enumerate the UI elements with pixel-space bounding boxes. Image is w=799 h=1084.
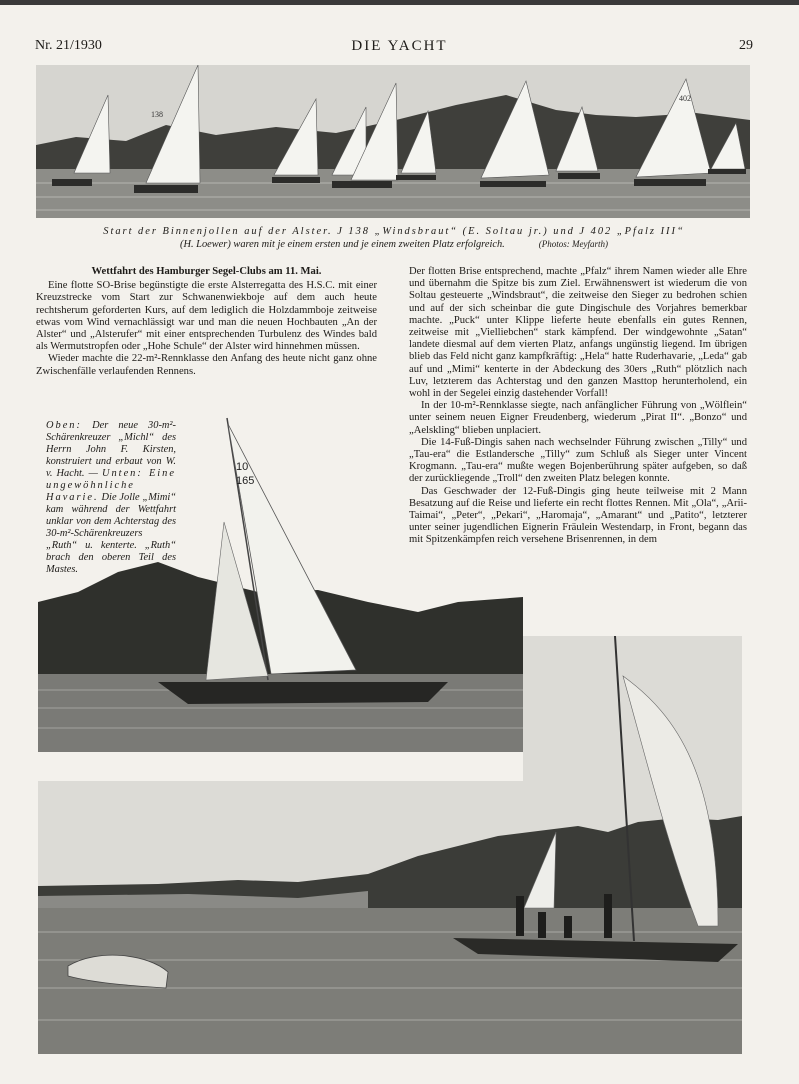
havarie-photo (38, 636, 742, 1054)
unten-label: Unten: Eine ungewöhnliche Havarie. (46, 468, 176, 503)
regatta-start-photo (36, 65, 750, 218)
paragraph: Die 14-Fuß-Dingis sahen nach wechselnder Führung zwischen „Tilly“ und „Tau-era“ die Estlandersche „Tilly“ zum Schluß als Sieger unter Vincent Krogmann. „Tau-era“ mußte wegen Bojenberührung später aufgeben, so daß der zurückliegende „Troll“ den zweiten Platz belegen konnte. (409, 436, 747, 485)
photo-credit: (Photos: Meyfarth) (538, 239, 608, 249)
paragraph: Eine flotte SO-Brise begünstigte die erste Alsterregatta des H.S.C. mit einer Kreuzstrecke vom Start zur Schwanenwiekboje auf dem auch heute rechtsherum geforderten Kurs, auf dem lediglich die Holzdammboje zeitweise etwas vom Wind vernachlässigt war und man die neuen Hochbauten „An der Alster“ und „Alsterufer“ mit einer entsprechenden Turbulenz des Windes bald als Wermutstropfen oder „Hohe Schule“ der Alster wird hinnehmen müssen. (36, 280, 377, 353)
side-caption (46, 420, 176, 576)
paragraph: Der flotten Brise entsprechend, machte „Pfalz“ ihrem Namen wieder alle Ehre und übernahm die Spitze bis zum Ziel. Erwähnenswert ist wiederum die von Soltau gesteuerte „Windsbraut“, die zeitweise den Sieger zu bedrohen schien und auf der sich scheinbar die gute Dingischule des Vorjahres bemerkbar machte. „Puck“ unter Klippe lieferte heute ebenfalls ein gutes Rennen, zeitweise mit „Vielliebchen“ stark kämpfend. Der windgewohnte „Satan“ landete diesmal auf dem vierten Platz, anfangs ungünstig liegend. Im übrigen blieb das Feld nicht ganz kampfkräftig: „Hela“ hatte Ruderhavarie, „Leda“ gab auf und „Mimi“ kenterte in der Abdeckung des 30ers „Ruth“ plötzlich nach Luv, letzterem das Achterstag und den ganzen Masttop herunterholend, ein wohl in der Segelei einzig dastehender Vorfall! (409, 266, 747, 400)
article-headline: Wettfahrt des Hamburger Segel-Clubs am 11. Mai. (91, 266, 322, 277)
paragraph: Wieder machte die 22-m²-Rennklasse den Anfang des heute nicht ganz ohne Zwischenfälle verlaufenden Rennens. (36, 353, 377, 377)
oben-label: Oben: (46, 420, 82, 431)
issue-number: Nr. 21/1930 (35, 38, 102, 53)
unten-text: Die Jolle „Mimi“ kam während der Wettfahrt unklar von dem Achterstag des 30-m²-Schärenkreuzers „Ruth“ u. kenterte. „Ruth“ brach den oberen Teil des Mastes. (46, 492, 176, 575)
page-number: 29 (739, 38, 753, 53)
sail-number-10-165: 10 (236, 461, 249, 473)
scan-edge (0, 0, 799, 5)
paragraph: In der 10-m²-Rennklasse siegte, nach anfänglicher Führung von „Wölflein“ unter seinem neuen Eigner Freudenberg, wiederum „Pirat II“. „Bonzo“ und „Aelskling“ blieben unplaciert. (409, 400, 747, 436)
article-left-column (36, 266, 377, 378)
caption-line-2: (H. Loewer) waren mit je einem ersten und je einem zweiten Platz erfolgreich. (180, 239, 505, 250)
oben-text: Der neue 30-m²-Schärenkreuzer „Michl“ des Herrn John F. Kirsten, konstruiert und erbaut von W. v. Hacht. — (46, 420, 176, 479)
sail-number-line2: 165 (236, 475, 255, 487)
caption-line-1: Start der Binnenjollen auf der Alster. J 138 „Windsbraut“ (E. Soltau jr.) und J 402 „Pfalz III“ (103, 226, 685, 237)
top-photo-caption (36, 226, 752, 251)
sail-number-402: 402 (679, 94, 691, 103)
masthead: DIE YACHT (351, 38, 448, 54)
paragraph: Das Geschwader der 12-Fuß-Dingis ging heute teilweise mit 2 Mann Besatzung auf die Reise und lieferte ein recht flottes Rennen. Mit „Ola“, „Arii-Taimai“, „Peter“, „Pekari“, „Haromaja“, „Amarant“ und „Patito“, letzterer unter seiner jugendlichen Eignerin Fräulein Westendarp, in Front, begann das mit Spitzenkämpfen reich versehene Brisenrennen, in dem (409, 485, 747, 546)
sail-number-138: 138 (151, 110, 163, 119)
